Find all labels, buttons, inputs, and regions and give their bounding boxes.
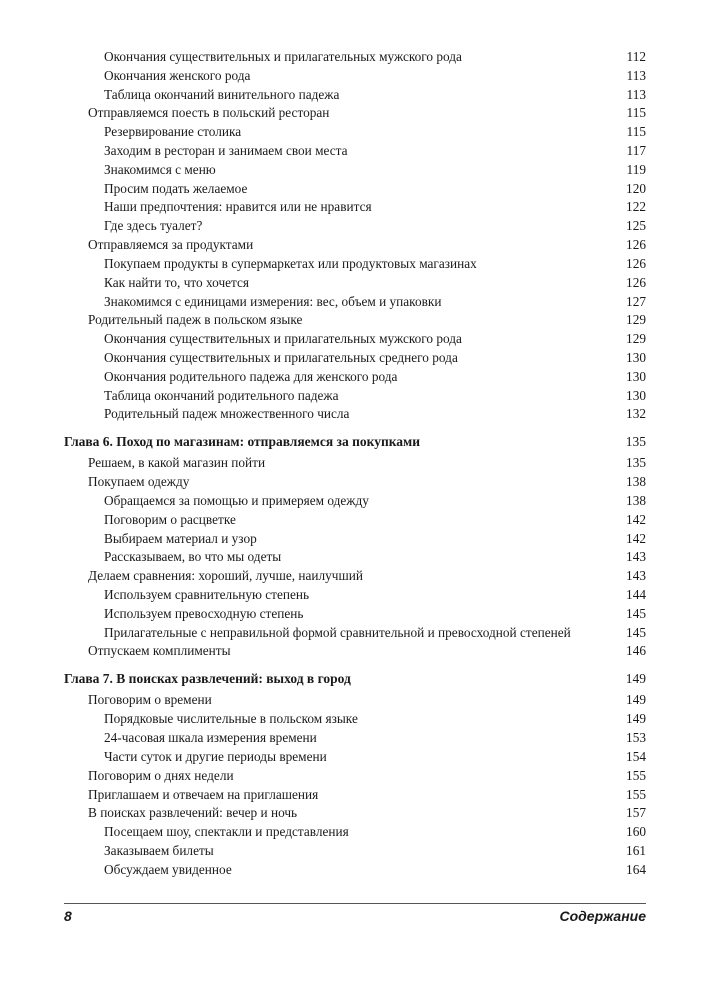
toc-subsection-entry [64, 217, 646, 236]
toc-entry-page: 145 [626, 624, 646, 640]
toc-entry-title: Родительный падеж в польском языке [88, 312, 303, 328]
toc-entry-title: Поговорим о днях недели [88, 767, 234, 783]
toc-subsection-entry [64, 161, 646, 180]
toc-entry-page: 157 [626, 805, 646, 821]
toc-entry-title: Прилагательные с неправильной формой сравнительной и превосходной степеней [104, 624, 571, 640]
toc-subsection-entry [64, 710, 646, 729]
toc-entry-title: Обращаемся за помощью и примеряем одежду [104, 493, 369, 508]
toc-section-entry [64, 311, 646, 330]
toc-entry-page: 120 [626, 180, 646, 196]
toc-entry-title: Таблица окончаний родительного падежа [104, 387, 339, 403]
toc-entry-title: Где здесь туалет? [104, 218, 203, 234]
toc-entry-title: Делаем сравнения: хороший, лучше, наилучший [88, 568, 363, 584]
toc-entry-title: Просим подать желаемое [104, 180, 248, 196]
toc-entry-title: Отправляемся за продуктами [88, 237, 254, 253]
toc-entry-title: Знакомимся с меню [104, 161, 216, 177]
toc-entry-page: 154 [626, 748, 646, 764]
toc-entry-page: 126 [626, 274, 646, 290]
toc-entry-title: Решаем, в какой магазин пойти [88, 455, 266, 471]
toc-entry-page: 130 [626, 350, 646, 366]
toc-section-entry [64, 454, 646, 473]
toc-entry-title: Обсуждаем увиденное [104, 861, 232, 877]
toc-entry-page: 127 [626, 293, 646, 309]
toc-entry-title: Заходим в ресторан и занимаем свои места [104, 143, 348, 159]
toc-subsection-entry [64, 492, 646, 511]
toc-entry-title: Глава 6. Поход по магазинам: отправляемся за покупками [64, 434, 421, 450]
toc-subsection-entry [64, 530, 646, 549]
toc-entry-title: В поисках развлечений: вечер и ночь [88, 805, 298, 821]
toc-subsection-entry [64, 48, 646, 67]
toc-section-entry [64, 804, 646, 823]
toc-subsection-entry [64, 387, 646, 406]
toc-chapter-entry [64, 669, 646, 689]
toc-subsection-entry [64, 180, 646, 199]
table-of-contents [64, 48, 646, 880]
toc-entry-title: Поговорим о расцветке [104, 511, 236, 527]
toc-entry-title: Окончания существительных и прилагательных среднего рода [104, 350, 458, 366]
toc-entry-page: 113 [626, 67, 646, 83]
toc-entry-title: Выбираем материал и узор [104, 530, 257, 546]
toc-entry-page: 142 [626, 511, 646, 527]
toc-subsection-entry [64, 67, 646, 86]
toc-entry-title: Отправляемся поесть в польский ресторан [88, 105, 330, 121]
toc-entry-page: 132 [626, 406, 646, 422]
toc-entry-page: 115 [626, 124, 646, 140]
toc-entry-page: 164 [626, 861, 646, 877]
toc-entry-title: Рассказываем, во что мы одеты [104, 549, 282, 565]
toc-subsection-entry [64, 729, 646, 748]
toc-entry-page: 126 [626, 255, 646, 271]
toc-section-entry [64, 473, 646, 492]
toc-section-entry [64, 642, 646, 661]
toc-subsection-entry [64, 842, 646, 861]
toc-subsection-entry [64, 349, 646, 368]
toc-entry-title: Заказываем билеты [104, 843, 214, 859]
toc-entry-page: 112 [626, 49, 646, 64]
toc-entry-page: 126 [626, 237, 646, 253]
toc-entry-page: 113 [626, 86, 646, 102]
toc-entry-page: 129 [626, 331, 646, 347]
toc-section-entry [64, 767, 646, 786]
toc-entry-title: Родительный падеж множественного числа [104, 406, 350, 422]
toc-entry-page: 138 [626, 493, 646, 508]
toc-entry-title: Покупаем продукты в супермаркетах или продуктовых магазинах [104, 255, 477, 271]
toc-entry-title: Наши предпочтения: нравится или не нравится [104, 199, 372, 215]
toc-entry-page: 119 [626, 161, 646, 177]
toc-entry-page: 143 [626, 568, 646, 584]
toc-entry-title: Резервирование столика [104, 124, 242, 140]
toc-entry-page: 149 [626, 711, 646, 727]
toc-entry-title: Отпускаем комплименты [88, 643, 231, 659]
toc-entry-title: 24-часовая шкала измерения времени [104, 730, 317, 746]
toc-entry-title: Используем превосходную степень [104, 605, 304, 621]
toc-subsection-entry [64, 293, 646, 312]
toc-entry-page: 138 [626, 474, 646, 490]
toc-subsection-entry [64, 823, 646, 842]
toc-entry-page: 135 [626, 455, 646, 471]
toc-entry-page: 142 [626, 530, 646, 546]
toc-entry-title: Глава 7. В поисках развлечений: выход в город [64, 671, 351, 687]
toc-entry-title: Порядковые числительные в польском языке [104, 711, 358, 727]
toc-subsection-entry [64, 86, 646, 105]
toc-subsection-entry [64, 748, 646, 767]
toc-subsection-entry [64, 405, 646, 424]
toc-subsection-entry [64, 142, 646, 161]
toc-section-entry [64, 691, 646, 710]
toc-entry-page: 125 [626, 218, 646, 234]
toc-subsection-entry [64, 605, 646, 624]
toc-entry-title: Используем сравнительную степень [104, 587, 310, 603]
toc-entry-page: 146 [626, 643, 646, 659]
toc-entry-page: 129 [626, 312, 646, 328]
toc-entry-page: 130 [626, 387, 646, 403]
toc-subsection-entry [64, 198, 646, 217]
toc-subsection-entry [64, 123, 646, 142]
toc-chapter-entry [64, 432, 646, 452]
footer-divider [64, 903, 646, 904]
toc-entry-title: Как найти то, что хочется [104, 274, 250, 290]
toc-entry-page: 155 [626, 767, 646, 783]
page-footer [64, 908, 646, 928]
toc-entry-title: Знакомимся с единицами измерения: вес, объем и упаковки [104, 293, 442, 309]
toc-subsection-entry [64, 624, 646, 643]
toc-entry-page: 135 [625, 434, 646, 450]
toc-subsection-entry [64, 511, 646, 530]
toc-entry-page: 130 [626, 368, 646, 384]
toc-entry-page: 144 [626, 587, 646, 603]
toc-entry-title: Окончания существительных и прилагательных мужского рода [104, 49, 462, 64]
toc-entry-page: 143 [626, 549, 646, 565]
toc-entry-title: Окончания родительного падежа для женского рода [104, 368, 398, 384]
toc-entry-title: Части суток и другие периоды времени [104, 748, 327, 764]
toc-entry-title: Поговорим о времени [88, 692, 212, 708]
toc-subsection-entry [64, 330, 646, 349]
running-header-section: Содержание [559, 908, 646, 924]
toc-entry-title: Окончания существительных и прилагательных мужского рода [104, 331, 462, 347]
toc-entry-title: Приглашаем и отвечаем на приглашения [88, 786, 319, 802]
toc-subsection-entry [64, 586, 646, 605]
page-number: 8 [64, 908, 72, 924]
toc-entry-page: 122 [626, 199, 646, 215]
toc-entry-title: Покупаем одежду [88, 474, 190, 490]
toc-subsection-entry [64, 255, 646, 274]
toc-subsection-entry [64, 861, 646, 880]
toc-section-entry [64, 786, 646, 805]
toc-entry-page: 160 [626, 824, 646, 840]
toc-subsection-entry [64, 274, 646, 293]
toc-entry-page: 149 [625, 671, 646, 687]
toc-entry-title: Посещаем шоу, спектакли и представления [104, 824, 349, 840]
toc-section-entry [64, 104, 646, 123]
toc-entry-page: 153 [626, 730, 646, 746]
toc-entry-page: 149 [626, 692, 646, 708]
toc-entry-title: Окончания женского рода [104, 67, 251, 83]
toc-entry-page: 155 [626, 786, 646, 802]
toc-entry-page: 145 [626, 605, 646, 621]
toc-section-entry [64, 236, 646, 255]
toc-entry-page: 115 [626, 105, 646, 121]
toc-section-entry [64, 567, 646, 586]
toc-entry-page: 117 [626, 143, 646, 159]
toc-subsection-entry [64, 548, 646, 567]
toc-entry-page: 161 [626, 843, 646, 859]
toc-entry-title: Таблица окончаний винительного падежа [104, 86, 340, 102]
toc-subsection-entry [64, 368, 646, 387]
